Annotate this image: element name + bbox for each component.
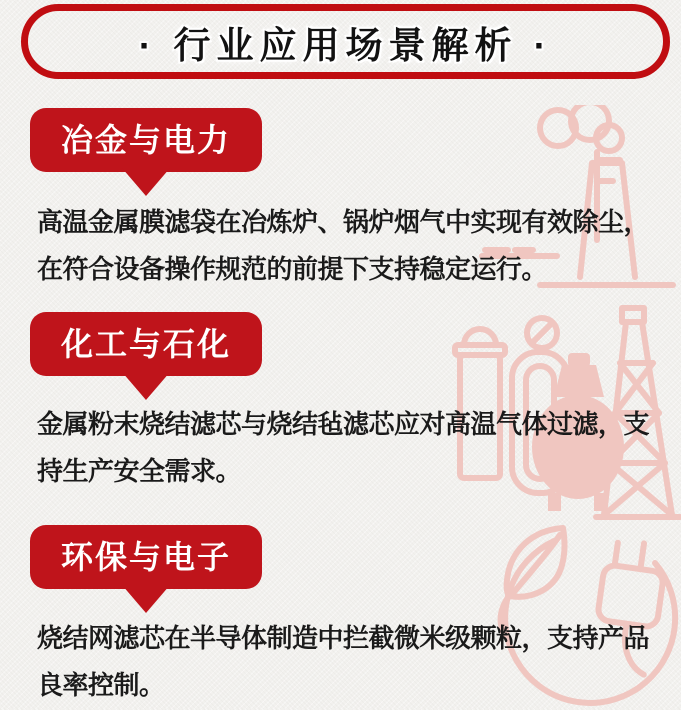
paragraph-metallurgy-power — [37, 199, 669, 293]
header-banner — [21, 4, 670, 79]
text-line: 在符合设备操作规范的前提下支持稳定运行。 — [37, 254, 548, 284]
text-line: 烧结网滤芯在半导体制造中拦截微米级颗粒，支持产品 — [37, 623, 650, 653]
badge-metallurgy-power — [30, 108, 262, 172]
badge-label: 冶金与电力 — [61, 122, 232, 158]
text-line: 良率控制。 — [37, 670, 165, 700]
badge-label: 环保与电子 — [61, 539, 232, 575]
text-line: 高温金属膜滤袋在冶炼炉、锅炉烟气中实现有效除尘， — [37, 207, 650, 237]
text-line: 持生产安全需求。 — [37, 456, 242, 486]
smoke-clouds-icon — [540, 105, 622, 151]
badge-environmental-electronics — [30, 525, 262, 589]
badge-chemical-petrochemical — [30, 312, 262, 376]
paragraph-chemical-petrochemical — [37, 401, 669, 495]
gauge-icon — [527, 318, 557, 348]
badge-label: 化工与石化 — [61, 326, 232, 362]
paragraph-environmental-electronics — [37, 615, 669, 709]
text-line: 金属粉末烧结滤芯与烧结毡滤芯应对高温气体过滤，支 — [37, 409, 650, 439]
page-title: · 行业应用场景解析 · — [138, 24, 553, 66]
